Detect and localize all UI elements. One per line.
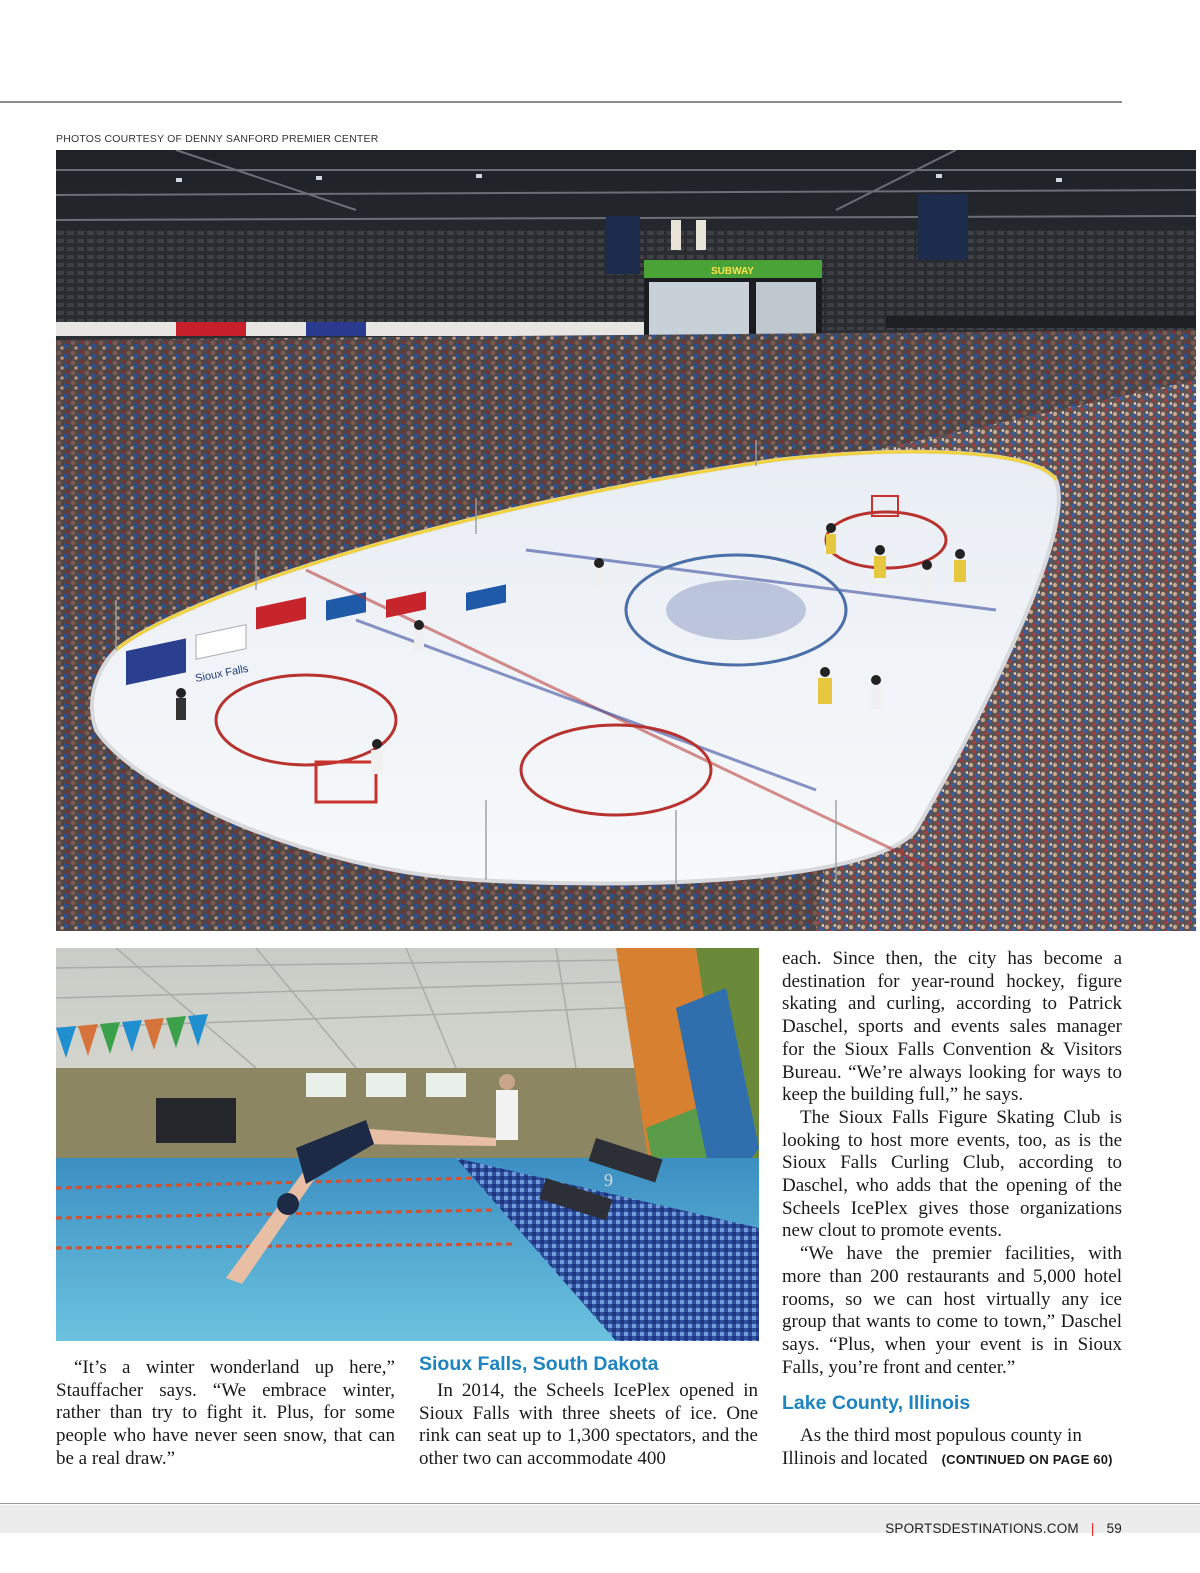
paragraph: each. Since then, the city has become a destination for year-round hockey, figure skating and curling, according to Patrick Daschel, sports and events sales manager for the Sioux Falls Convention & Visitors Bureau. “We’re always looking for ways to keep the building full,” he says. [782, 948, 1122, 1106]
page-number: 59 [1106, 1521, 1122, 1536]
paragraph: “We have the premier facilities, with more than 200 restaurants and 5,000 hotel rooms, so we can host virtually any ice group that wants to come to town,” Daschel says. “Plus, when your event is in Sioux Falls, you’re front and center.” [782, 1243, 1122, 1378]
scoreboard-sponsor: SUBWAY [711, 266, 754, 277]
paragraph: In 2014, the Scheels IcePlex opened in Sioux Falls with three sheets of ice. One rink can seat up to 1,300 spectators, and the other two can accommodate 400 [419, 1380, 758, 1470]
photo-credit: PHOTOS COURTESY OF DENNY SANFORD PREMIER CENTER [56, 133, 379, 145]
footer-site: SPORTSDESTINATIONS.COM [885, 1521, 1079, 1536]
lane-number: 9 [604, 1170, 613, 1190]
paragraph-last [782, 1425, 1122, 1471]
top-rule [0, 101, 1122, 103]
footer-separator: | [1090, 1521, 1095, 1536]
article-column-1 [56, 1357, 395, 1471]
paragraph: “It’s a winter wonderland up here,” Stauffacher says. “We embrace winter, rather than try to fight it. Plus, for some people who have never seen snow, that can be a real draw.” [56, 1357, 395, 1469]
continued-note: (CONTINUED ON PAGE 60) [941, 1452, 1113, 1468]
footer [885, 1521, 1122, 1536]
paragraph: The Sioux Falls Figure Skating Club is looking to host more events, too, as is the Sioux Falls Curling Club, according to Daschel, who adds that the opening of the Scheels IcePlex gives those organizations new clout to promote events. [782, 1106, 1122, 1242]
section-heading-lake-county: Lake County, Illinois [782, 1392, 971, 1415]
article-column-2 [419, 1380, 758, 1471]
rink-board-logo: Sioux Falls [194, 662, 250, 685]
swimming-pool-photo [56, 948, 759, 1341]
article-column-3 [782, 948, 1122, 1472]
arena-hockey-photo [56, 150, 1196, 931]
footer-rule [0, 1503, 1200, 1504]
paragraph-text: As the third most populous county in Illinois and located [782, 1425, 1082, 1470]
section-heading-sioux-falls: Sioux Falls, South Dakota [419, 1353, 659, 1375]
